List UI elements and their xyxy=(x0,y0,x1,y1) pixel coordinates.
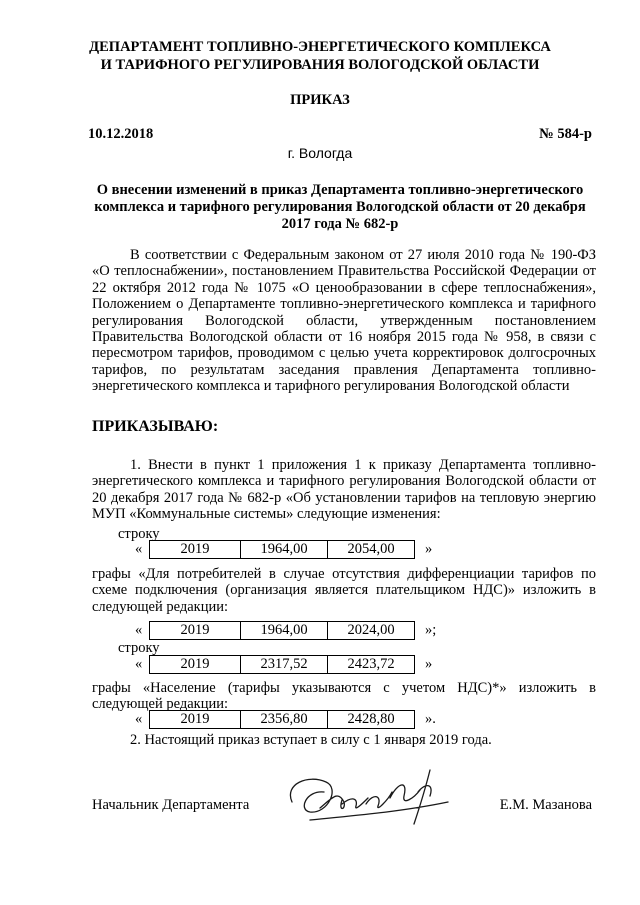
order-directive: ПРИКАЗЫВАЮ: xyxy=(92,418,219,435)
quote-open: « xyxy=(135,656,143,672)
header-line-2: И ТАРИФНОГО РЕГУЛИРОВАНИЯ ВОЛОГОДСКОЙ ОБЛАСТИ xyxy=(100,57,540,73)
quote-close: » xyxy=(425,541,433,557)
cell-value-2: 2054,00 xyxy=(327,541,414,558)
cell-value-2: 2423,72 xyxy=(327,656,414,673)
label-row-1: строку xyxy=(118,526,160,542)
quote-close: » xyxy=(425,656,433,672)
quote-open: « xyxy=(135,711,143,727)
column-paragraph-a: графы «Для потребителей в случае отсутствия дифференциации тарифов по схеме подключения (организация является плательщиком НДС)» изложить в следующей редакции: xyxy=(92,566,596,615)
column-paragraph-b: графы «Население (тарифы указываются с учетом НДС)*» изложить в следующей редакции: xyxy=(92,680,596,713)
quote-open: « xyxy=(135,622,143,638)
signatory-name: Е.М. Мазанова xyxy=(499,797,592,813)
tariff-row-4 xyxy=(135,711,436,728)
cell-value-2: 2428,80 xyxy=(327,711,414,728)
item-1-paragraph: 1. Внести в пункт 1 приложения 1 к приказу Департамента топливно-энергетического комплекса и тарифного регулирования Вологодской области от 20 декабря 2017 года № 682-р «Об установлении тарифов на тепловую энергию МУП «Коммунальные системы» следующие изменения: xyxy=(92,457,596,523)
cell-year: 2019 xyxy=(180,711,210,727)
handwritten-signature xyxy=(280,762,460,832)
document-type: ПРИКАЗ xyxy=(290,92,350,108)
order-subject: О внесении изменений в приказ Департамента топливно-энергетического комплекса и тарифного регулирования Вологодской области от 20 декабря 2017 года № 682-р xyxy=(94,182,586,232)
order-date: 10.12.2018 xyxy=(88,126,154,142)
department-header xyxy=(60,38,580,74)
tariff-row-1 xyxy=(135,541,432,558)
cell-value-1: 2356,80 xyxy=(240,711,327,728)
tariff-table-3 xyxy=(149,655,415,674)
tariff-table-4 xyxy=(149,710,415,729)
order-city: г. Вологда xyxy=(287,145,353,161)
cell-year: 2019 xyxy=(180,541,210,557)
tariff-table-1 xyxy=(149,540,415,559)
quote-open: « xyxy=(135,541,143,557)
order-number: № 584-р xyxy=(539,126,592,142)
quote-close: ». xyxy=(425,711,436,727)
tariff-row-3 xyxy=(135,656,432,673)
signatory-role: Начальник Департамента xyxy=(92,797,250,813)
cell-value-1: 1964,00 xyxy=(240,622,327,639)
cell-year: 2019 xyxy=(180,622,210,638)
tariff-row-2 xyxy=(135,622,436,639)
cell-year: 2019 xyxy=(180,656,210,672)
tariff-table-2 xyxy=(149,621,415,640)
quote-close: »; xyxy=(425,622,437,638)
header-line-1: ДЕПАРТАМЕНТ ТОПЛИВНО-ЭНЕРГЕТИЧЕСКОГО КОМПЛЕКСА xyxy=(89,39,551,55)
cell-value-1: 2317,52 xyxy=(240,656,327,673)
label-row-3: строку xyxy=(118,640,160,656)
cell-value-1: 1964,00 xyxy=(240,541,327,558)
legal-basis-paragraph: В соответствии с Федеральным законом от 27 июля 2010 года № 190-ФЗ «О теплоснабжении», постановлением Правительства Российской Федерации от 22 октября 2012 года № 1075 «О ценообразовании в сфере теплоснабжения», Положением о Департаменте топливно-энергетического комплекса и тарифного регулирования Вологодской области, утвержденным постановлением Правительства Вологодской области от 16 ноября 2015 года № 958, в связи с пересмотром тарифов, проводимом с целью учета корректировок долгосрочных тарифов, по результатам заседания правления Департамента топливно-энергетического комплекса и тарифного регулирования Вологодской области xyxy=(92,247,596,395)
cell-value-2: 2024,00 xyxy=(327,622,414,639)
item-2-paragraph: 2. Настоящий приказ вступает в силу с 1 января 2019 года. xyxy=(130,732,492,748)
